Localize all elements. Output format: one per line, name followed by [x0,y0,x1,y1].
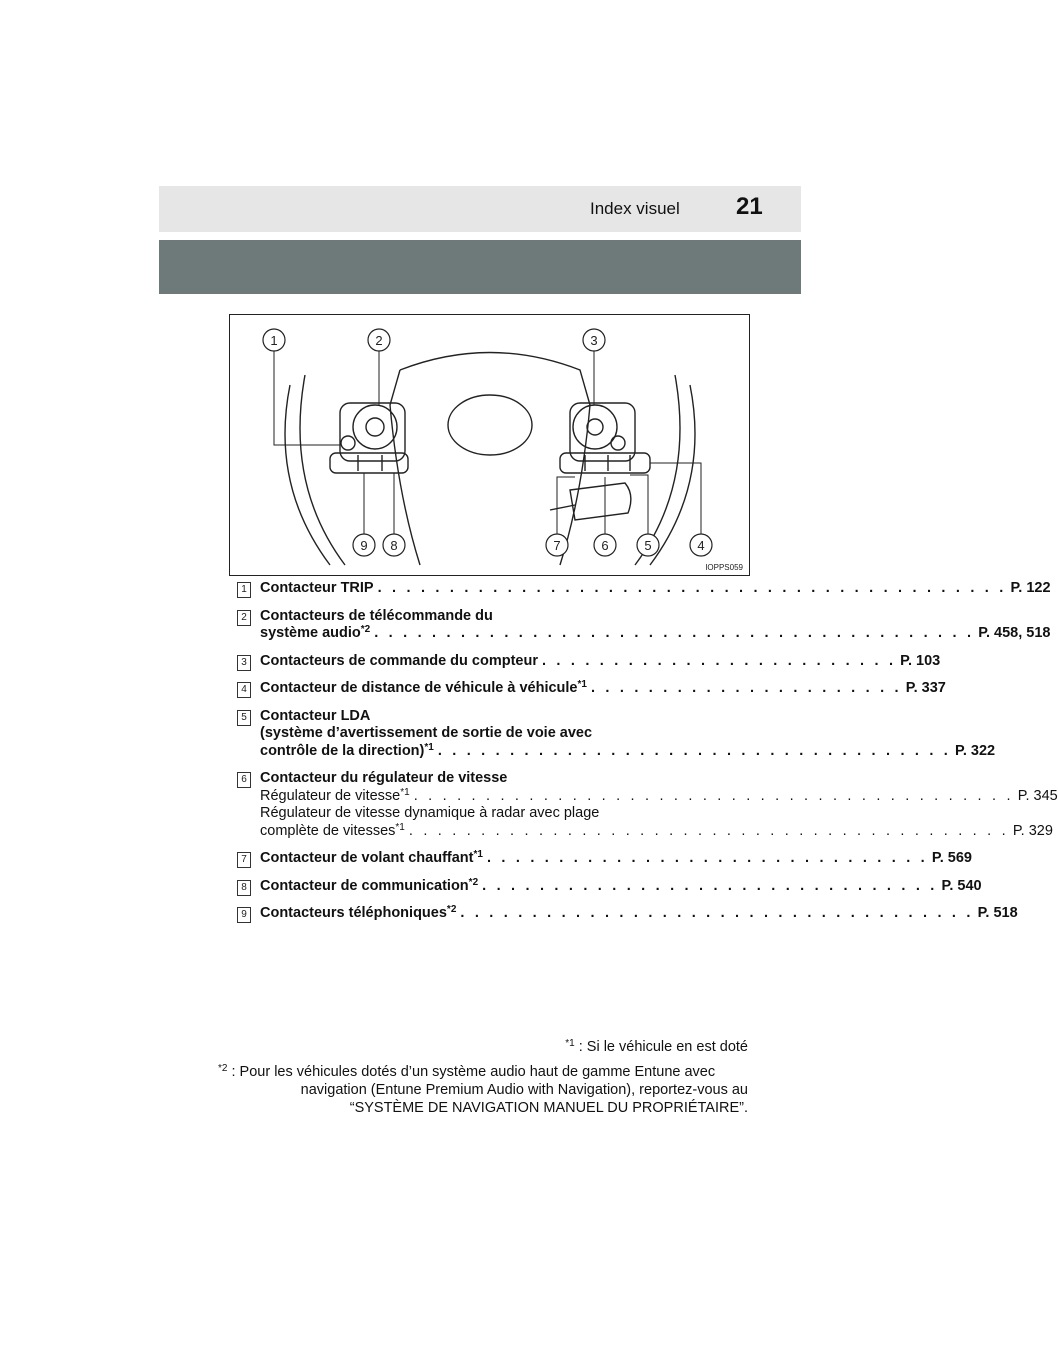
list-item [237,679,946,698]
callout-7: 7 [553,538,561,553]
list-item [237,580,1051,598]
callout-9: 9 [360,538,368,553]
entry-label: Contacteurs de commande du compteur [260,652,538,669]
footnote-text: : Si le véhicule en est doté [574,1039,748,1055]
leader-dots: . . . . . . . . . . . . . . . . . . . . . . [590,680,902,696]
footnote-1 [218,1038,748,1056]
list-item [237,652,941,671]
figure-code: IOPPS059 [705,563,743,572]
footnote-ref: *1 [577,679,587,690]
list-item [237,876,982,896]
leader-dots: . . . . . . . . . . . . . . . . . . . . . . . . . . . . . . . [486,850,928,866]
entry-number: 6 [237,772,251,788]
page-number: 21 [736,193,763,220]
header-bar [159,186,801,232]
entry-number: 4 [237,682,251,698]
footnote-ref: *1 [395,821,405,833]
footnote-2 [218,1063,748,1117]
entry-page-link[interactable]: P. 122 [1010,580,1051,596]
entry-label: contrôle de la direction) [260,742,425,759]
entry-number: 3 [237,655,251,671]
entry-title: Contacteurs de télécommande du [260,607,493,624]
entry-label: Régulateur de vitesse dynamique à radar avec plage [260,805,600,821]
leader-dots: . . . . . . . . . . . . . . . . . . . . . . . . . . . . . . . . . . . . . . . . . . . . [377,580,1007,596]
entry-page-link[interactable]: P. 569 [931,850,972,866]
steering-wheel-illustration [230,315,749,575]
footnote-ref: *2 [468,876,479,888]
entry-title: Contacteur LDA [260,707,371,724]
footnote-text: “SYSTÈME DE NAVIGATION MANUEL DU PROPRIÉTAIRE”. [349,1100,748,1116]
list-item [237,707,996,761]
entry-label: Contacteur de communication [260,877,469,894]
callout-3: 3 [590,333,598,348]
footnote-mark: *1 [565,1038,575,1049]
entry-page-link[interactable]: P. 518 [977,905,1018,921]
footnote-text: : Pour les véhicules dotés d’un système audio haut de gamme Entune avec [227,1064,716,1080]
footnotes [218,1038,748,1117]
leader-dots: . . . . . . . . . . . . . . . . . . . . . . . . . . . . . . . . . . . . [437,742,952,759]
footnote-text: navigation (Entune Premium Audio with Navigation), reportez-vous au [300,1082,748,1098]
entry-page-link[interactable]: P. 322 [955,742,996,759]
footnote-ref: *1 [424,741,434,753]
entry-label: Contacteurs téléphoniques [260,905,447,921]
callout-1: 1 [270,333,278,348]
entry-page-link[interactable]: P. 103 [900,652,941,669]
entry-label: Contacteur de volant chauffant [260,850,474,866]
entry-list [237,580,1058,933]
footnote-ref: *1 [473,849,483,860]
leader-dots: . . . . . . . . . . . . . . . . . . . . . . . . . [541,652,897,669]
entry-number: 7 [237,852,251,868]
list-item [237,770,1058,840]
entry-number: 8 [237,880,251,896]
section-band [159,240,801,294]
footnote-ref: *2 [446,904,457,915]
entry-page-link[interactable]: P. 345 [1017,787,1058,804]
entry-number: 5 [237,710,251,726]
entry-subtitle: (système d’avertissement de sortie de voie avec [260,725,593,741]
entry-title: Contacteur du régulateur de vitesse [260,770,508,786]
entry-number: 2 [237,610,251,626]
entry-number: 9 [237,907,251,923]
header-title: Index visuel [590,199,680,218]
leader-dots: . . . . . . . . . . . . . . . . . . . . . . . . . . . . . . . . . . . . [460,905,974,921]
footnote-ref: *1 [400,786,410,798]
entry-page-link[interactable]: P. 337 [905,680,946,696]
list-item [237,849,972,868]
leader-dots: . . . . . . . . . . . . . . . . . . . . . . . . . . . . . . . . . . . . . . . . . . [413,787,1014,804]
entry-label: Contacteur de distance de véhicule à véhicule [260,680,578,696]
entry-page-link[interactable]: P. 540 [941,877,982,894]
callout-5: 5 [644,538,652,553]
entry-number: 1 [237,582,251,598]
entry-label: Régulateur de vitesse [260,787,401,804]
callout-4: 4 [697,538,705,553]
footnote-ref: *2 [360,624,371,635]
list-item [237,607,1051,643]
entry-label: Contacteur TRIP [260,580,374,596]
leader-dots: . . . . . . . . . . . . . . . . . . . . . . . . . . . . . . . . . . . . . . . . . . [408,822,1009,839]
entry-label: système audio [260,625,361,641]
callout-2: 2 [375,333,383,348]
entry-label: complète de vitesses [260,822,396,839]
footnote-mark: *2 [218,1063,228,1074]
leader-dots: . . . . . . . . . . . . . . . . . . . . . . . . . . . . . . . . . . . . . . . . . . [374,625,975,641]
leader-dots: . . . . . . . . . . . . . . . . . . . . . . . . . . . . . . . . [482,877,938,894]
callout-8: 8 [390,538,398,553]
entry-page-link[interactable]: P. 329 [1012,822,1053,839]
entry-page-link[interactable]: P. 458, 518 [978,625,1051,641]
steering-wheel-figure [229,314,750,576]
list-item [237,904,1018,923]
callout-6: 6 [601,538,609,553]
